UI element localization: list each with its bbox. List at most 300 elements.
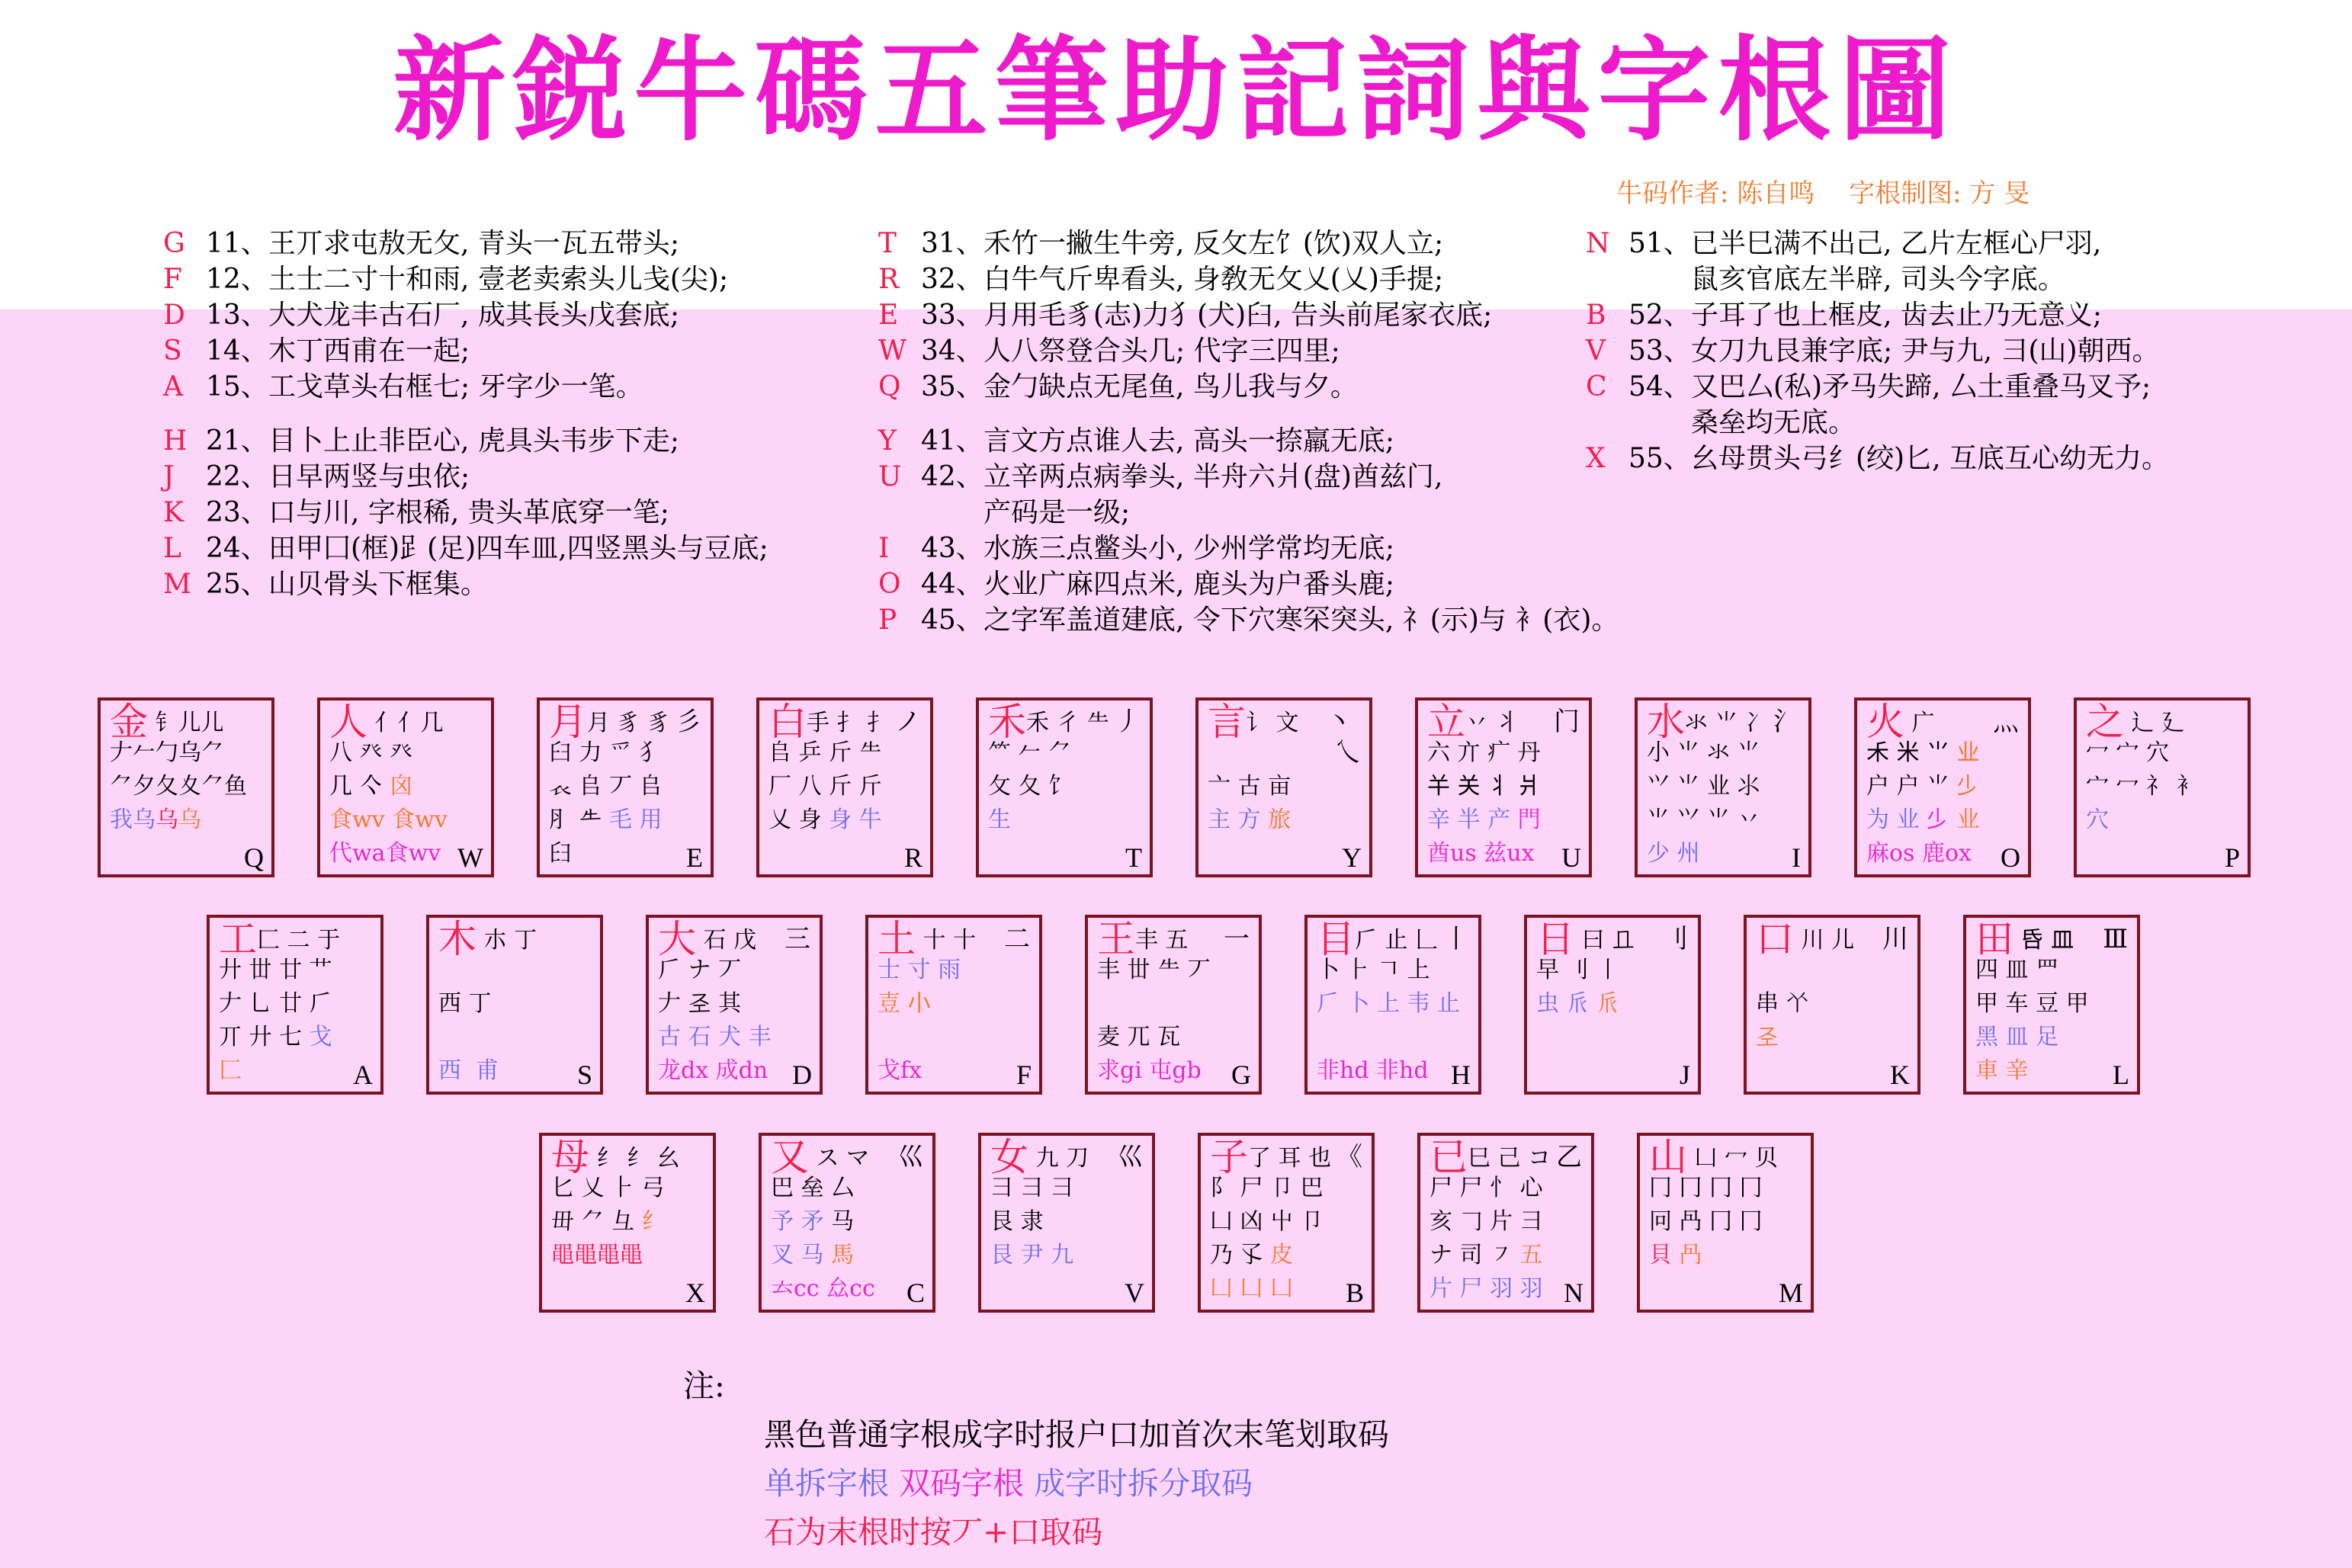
root-glyphs: ⺈夕夂夊⺈鱼 — [110, 773, 247, 800]
key-main-root: 禾 — [988, 700, 1026, 744]
key-letter-label: L — [2113, 1060, 2129, 1090]
stroke-glyph: 刂 — [1663, 924, 1689, 954]
root-glyphs: 貝 — [1649, 1242, 1680, 1268]
key-letter: E — [878, 300, 899, 331]
key-root-row — [771, 1206, 897, 1238]
root-glyphs: 𢀖 — [1756, 1024, 1779, 1050]
mnemonic-line — [163, 226, 768, 261]
root-glyphs: 小 ⺌ 氺 ⺌ — [1647, 739, 1760, 766]
root-glyphs: 𠂆 ナ 丆 — [658, 957, 742, 983]
mnemonic-text: 水族三点鳖头小, 少州学常均无底; — [983, 533, 1395, 564]
stroke-glyph: 巛 — [897, 1142, 923, 1172]
root-glyphs: 冎 — [1679, 1242, 1702, 1268]
root-glyphs: 厂 八 斤 斤 — [768, 773, 882, 800]
mnemonic-line — [1586, 261, 2169, 297]
mnemonic-line — [878, 423, 1619, 459]
key-root-row — [1647, 771, 1773, 803]
mnemonic-text: 山贝骨头下框集。 — [268, 569, 489, 600]
key-root-row — [549, 771, 675, 803]
key-u[interactable] — [1415, 697, 1592, 877]
root-glyphs: 旅 — [1268, 806, 1292, 833]
root-glyphs: 乌 — [133, 806, 156, 833]
key-root-row — [1427, 838, 1554, 870]
root-glyphs: 黑 皿 足 — [1975, 1024, 2059, 1050]
key-root-row — [1866, 771, 1993, 803]
key-root-row — [549, 838, 675, 870]
mnemonic-line — [163, 333, 768, 369]
key-j[interactable] — [1524, 915, 1701, 1095]
root-glyphs: ⺼ 𠂒 — [549, 806, 610, 833]
key-root-row — [988, 700, 1115, 744]
root-glyphs: 古 石 犬 丰 — [658, 1024, 772, 1050]
key-root-row — [551, 1206, 678, 1238]
key-main-root: 白 — [768, 700, 807, 744]
key-o[interactable] — [1854, 697, 2031, 877]
key-root-row — [1866, 838, 1993, 870]
mnemonic-line — [878, 226, 1619, 261]
root-glyphs: 五 — [1519, 1242, 1543, 1268]
key-i[interactable] — [1635, 697, 1811, 877]
key-root-row — [329, 771, 456, 803]
line-gap — [163, 405, 768, 423]
key-w[interactable] — [317, 697, 494, 877]
key-letter-label: T — [1125, 842, 1142, 873]
key-root-row — [1649, 1135, 1778, 1179]
key-main-root: 母 — [551, 1135, 589, 1179]
key-root-row — [1208, 771, 1334, 803]
root-glyphs: ⺌ — [1927, 773, 1957, 800]
root-glyphs: 𥝌 米 ⺌ — [1866, 739, 1957, 766]
mnemonic-text: 女刀九艮兼字底; 尹与九, 彐(山)朝西。 — [1691, 335, 2160, 367]
key-main-root: 女 — [990, 1135, 1028, 1179]
root-glyphs: 彐 彐 彐 — [990, 1175, 1074, 1201]
key-root-row — [988, 771, 1115, 803]
zone-number: 51、 — [1628, 228, 1691, 259]
zone-number: 23、 — [206, 497, 268, 528]
key-a[interactable] — [207, 915, 383, 1095]
root-glyphs: 冖 宀 穴 — [2086, 739, 2170, 766]
mnemonic-line — [878, 297, 1619, 333]
key-root-row — [1647, 737, 1773, 769]
key-main-root: 口 — [1756, 917, 1794, 961]
key-root-row — [1097, 954, 1224, 986]
zone-number: 24、 — [206, 533, 268, 564]
key-root-row — [658, 1055, 785, 1087]
root-glyphs: 串 — [1756, 990, 1786, 1017]
key-f[interactable] — [865, 915, 1042, 1095]
root-glyphs: 皮 — [1270, 1242, 1294, 1268]
key-letter: B — [1586, 300, 1606, 331]
key-k[interactable] — [1744, 915, 1920, 1095]
key-letter: F — [163, 264, 182, 295]
key-h[interactable] — [1304, 915, 1481, 1095]
key-root-row — [1097, 917, 1224, 961]
root-glyphs: 朩 丁 — [476, 927, 537, 954]
key-root-row — [1317, 954, 1443, 986]
key-root-row — [1208, 804, 1334, 836]
key-letter-label: O — [2001, 842, 2020, 873]
mnemonic-line — [878, 369, 1619, 405]
mnemonic-text: 土士二寸十和雨, 壹老卖索头儿戋(尖); — [268, 264, 729, 295]
root-glyphs: 𢆉 关 丬 爿 — [1427, 773, 1541, 800]
mnemonic-line — [163, 531, 768, 566]
mnemonic-line — [163, 495, 768, 531]
key-letter-label: F — [1016, 1060, 1032, 1090]
key-root-row — [1317, 917, 1443, 961]
key-d[interactable] — [646, 915, 823, 1095]
root-glyphs: 𠂇 𢀖 其 — [658, 990, 742, 1017]
root-glyphs: 凵 凶 屮 卩 — [1210, 1208, 1324, 1235]
key-q[interactable] — [98, 697, 274, 877]
key-e[interactable] — [537, 697, 714, 877]
key-root-row — [771, 1239, 897, 1271]
key-root-row — [990, 1135, 1117, 1179]
stroke-glyph: 丿 — [1115, 707, 1141, 737]
key-m[interactable] — [1637, 1133, 1814, 1313]
key-root-row — [1210, 1135, 1336, 1179]
key-t[interactable] — [976, 697, 1153, 877]
key-main-root: 王 — [1097, 917, 1135, 961]
key-root-row — [438, 988, 565, 1020]
key-letter: Y — [878, 425, 897, 457]
legend-line-4 — [683, 1508, 1389, 1557]
mnemonic-line — [878, 531, 1619, 566]
root-glyphs: 纟 — [641, 1208, 665, 1235]
root-glyphs: 了 耳 也 — [1248, 1145, 1332, 1172]
root-glyphs: 川 儿 — [1794, 927, 1855, 954]
root-glyphs: 手 扌 扌 — [807, 710, 890, 736]
zone-number: 11、 — [206, 228, 268, 259]
legend-double: 双码字根 — [899, 1465, 1025, 1502]
stroke-glyph: Ⅲ — [2103, 924, 2128, 954]
key-root-row — [768, 700, 895, 744]
root-glyphs: 我 — [110, 806, 133, 833]
key-letter-label: S — [576, 1060, 592, 1090]
key-main-root: 田 — [1975, 917, 2013, 961]
root-glyphs: 广 — [1904, 710, 1935, 736]
stroke-glyph: 川 — [1882, 924, 1908, 954]
stroke-glyph: 乙 — [1556, 1142, 1582, 1172]
key-root-row — [2086, 700, 2212, 744]
key-letter-label: X — [685, 1278, 705, 1308]
key-b[interactable] — [1198, 1133, 1375, 1313]
key-letter: S — [163, 335, 182, 367]
key-root-row — [219, 988, 345, 1020]
key-root-row — [329, 737, 456, 769]
legend-line-2 — [683, 1410, 1389, 1459]
root-glyphs: 方 — [1237, 806, 1269, 833]
zone-number: 31、 — [921, 228, 983, 259]
key-root-row — [549, 737, 675, 769]
root-glyphs: 为 业 — [1866, 806, 1927, 833]
root-glyphs: 食wv 食wv — [329, 806, 448, 833]
zone-number: 42、 — [921, 461, 983, 492]
key-root-row — [990, 1206, 1117, 1238]
root-glyphs: 主 — [1208, 806, 1238, 833]
key-root-row — [549, 700, 675, 744]
zone-number: 33、 — [921, 300, 983, 331]
root-glyphs: 馬 — [831, 1242, 855, 1268]
root-glyphs: 丌 廾 七 — [219, 1024, 310, 1050]
zone-number: 13、 — [206, 300, 268, 331]
mnemonic-line — [163, 566, 768, 602]
key-main-root: 又 — [771, 1135, 809, 1179]
key-root-row — [1210, 1206, 1336, 1238]
root-glyphs: 四 皿 罒 — [1975, 957, 2059, 983]
key-root-row — [1975, 1021, 2102, 1053]
key-root-row — [1647, 838, 1773, 870]
key-letter: M — [163, 569, 191, 600]
key-root-row — [110, 700, 236, 744]
zone-number: 15、 — [206, 371, 268, 402]
zone-number: 35、 — [921, 371, 983, 402]
root-glyphs: 叉 马 — [771, 1242, 832, 1268]
mnemonic-text: 子耳了也上框皮, 齿去止乃无意义; — [1691, 300, 2103, 331]
key-root-row — [878, 1055, 1004, 1087]
root-glyphs: 马 — [831, 1208, 855, 1235]
key-root-row — [990, 1239, 1117, 1271]
key-letter: U — [878, 461, 902, 492]
key-root-row — [1429, 1239, 1556, 1271]
key-main-root: 山 — [1649, 1135, 1687, 1179]
key-letter: H — [163, 425, 188, 457]
zone-number: 55、 — [1628, 443, 1691, 474]
key-root-row — [1975, 1055, 2102, 1087]
key-root-row — [1536, 917, 1663, 961]
stroke-glyph: 丶 乀 — [1326, 707, 1360, 768]
stroke-glyph: 氵 — [1773, 707, 1799, 737]
root-glyphs: 少 州 — [1647, 840, 1700, 867]
key-y[interactable] — [1195, 697, 1372, 877]
root-glyphs: 乌 — [178, 806, 201, 833]
root-glyphs: ⺍ ⺌ 业 ⺢ — [1647, 773, 1760, 800]
key-c[interactable] — [759, 1133, 935, 1313]
stroke-glyph: 一 — [1224, 924, 1250, 954]
root-glyphs: 片 尸 羽 羽 — [1429, 1275, 1543, 1302]
root-glyphs: 門 — [1517, 806, 1541, 833]
key-root-row — [1427, 804, 1554, 836]
key-letter: V — [1586, 335, 1606, 367]
key-root-row — [329, 700, 456, 744]
mnemonic-text: 金勹缺点无尾鱼, 鸟儿我与夕。 — [983, 371, 1358, 402]
root-glyphs: 車 𨐌 — [1975, 1057, 2029, 1084]
key-root-row — [1866, 804, 1993, 836]
key-letter-label: Q — [244, 842, 264, 873]
mnemonic-text: 目卜上止非臣心, 虎具头韦步下走; — [268, 425, 680, 457]
key-letter: G — [163, 228, 185, 259]
mnemonic-text: 言文方点谁人去, 高头一捺羸无底; — [983, 425, 1395, 457]
mnemonic-text: 白牛气斤卑看头, 身敎无攵乂(乂)手提; — [983, 264, 1444, 295]
root-glyphs: 生 — [988, 806, 1011, 833]
page-title: 新鋭牛碼五筆助記詞與字根圖 — [393, 24, 1959, 156]
key-root-row — [438, 917, 565, 961]
mnemonic-line — [163, 369, 768, 405]
root-glyphs: 𧘇 𠂤 丆 𠂤 — [549, 773, 663, 800]
root-glyphs: 亥 𠃌 片 彐 — [1429, 1208, 1543, 1235]
mnemonic-text: 王丌求屯敖无攵, 青头一瓦五带头; — [268, 228, 680, 259]
root-glyphs: 臼 力 爫 犭 — [549, 739, 663, 766]
mnemonic-text: 木丁西甫在一起; — [268, 335, 470, 367]
mnemonic-line — [878, 261, 1619, 297]
root-glyphs: 讠 文 — [1246, 710, 1299, 736]
key-r[interactable] — [756, 697, 933, 877]
root-glyphs: 丰 丗 ⺧ 丆 — [1097, 957, 1211, 983]
key-letter-label: P — [2224, 842, 2240, 873]
key-root-row — [329, 804, 456, 836]
mnemonic-line — [878, 459, 1619, 495]
key-root-row — [1210, 1273, 1336, 1305]
root-glyphs: 攵 夂 饣 — [988, 773, 1072, 800]
root-glyphs: 求gi 屯gb — [1097, 1057, 1202, 1084]
key-n[interactable] — [1417, 1133, 1594, 1313]
root-glyphs: 乂 身 — [768, 806, 829, 833]
key-root-row — [110, 771, 247, 803]
key-root-row — [1097, 1021, 1224, 1053]
key-root-row — [771, 1273, 897, 1305]
key-root-row — [1427, 700, 1554, 744]
key-letter-label: N — [1564, 1278, 1584, 1308]
root-glyphs: 𠂢 — [1596, 990, 1620, 1017]
key-root-row — [658, 954, 785, 986]
key-root-row — [1317, 988, 1461, 1020]
key-letter: L — [163, 533, 181, 564]
root-glyphs: 巳 己 コ — [1468, 1145, 1551, 1172]
key-root-row — [1536, 988, 1663, 1020]
root-glyphs: 西 甫 — [438, 1057, 499, 1084]
mnemonic-text: 人八祭登合头几; 代字三四里; — [983, 335, 1340, 367]
root-glyphs: 𦥑 — [549, 840, 572, 867]
key-l[interactable] — [1963, 915, 2140, 1095]
key-root-row — [1429, 1135, 1556, 1179]
key-letter-label: Y — [1342, 842, 1362, 873]
key-main-root: 月 — [549, 700, 587, 744]
key-root-row — [1647, 700, 1773, 744]
root-glyphs: 麦 兀 瓦 — [1097, 1024, 1181, 1050]
key-main-root: 土 — [878, 917, 916, 961]
key-root-row — [110, 804, 236, 836]
key-letter-label: J — [1679, 1060, 1690, 1090]
mnemonic-column-3 — [1586, 226, 2169, 476]
root-glyphs: 冂 冂 冂 冂 — [1649, 1175, 1763, 1201]
root-glyphs: 丷 丬 — [1465, 710, 1519, 736]
root-glyphs: 业 — [1956, 806, 1980, 833]
legend-single: 单拆字根 — [764, 1465, 889, 1502]
key-main-root: 之 — [2086, 700, 2124, 744]
key-letter: J — [163, 461, 175, 492]
key-root-row — [1427, 737, 1554, 769]
root-glyphs: 𠫓cc 厽cc — [771, 1275, 875, 1302]
key-main-root: 大 — [658, 917, 696, 961]
stroke-glyph: 二 — [1004, 924, 1030, 954]
key-root-row — [1536, 954, 1663, 986]
key-letter: P — [878, 604, 897, 636]
key-root-row — [1649, 1206, 1776, 1238]
key-root-row — [2086, 804, 2212, 836]
stroke-glyph: 三 — [785, 924, 810, 954]
key-root-row — [988, 804, 1115, 836]
key-letter: N — [1586, 228, 1610, 259]
mnemonic-line — [1586, 333, 2169, 369]
zone-number: 54、 — [1628, 371, 1691, 402]
root-glyphs: ナ 司 ㇇ — [1429, 1242, 1520, 1268]
key-letter-label: W — [457, 842, 483, 873]
key-root-row — [110, 737, 236, 769]
key-letter: D — [163, 300, 185, 331]
root-glyphs: 𠁥 — [1786, 990, 1809, 1017]
root-glyphs: 予 矛 — [771, 1208, 832, 1235]
root-glyphs: 穴 — [2086, 806, 2109, 833]
key-p[interactable] — [2074, 697, 2251, 877]
key-root-row — [771, 1135, 897, 1179]
root-glyphs: 乌 — [156, 806, 178, 833]
key-root-row — [878, 917, 1004, 961]
root-glyphs: 石 戊 — [696, 927, 757, 954]
key-root-row — [1649, 1172, 1776, 1204]
root-glyphs: 八 癶 癶 — [329, 739, 413, 766]
root-glyphs: 毛 用 — [609, 806, 663, 833]
root-glyphs: 身 牛 — [829, 806, 882, 833]
root-glyphs: 龙dx 成dn — [658, 1057, 768, 1084]
key-root-row — [1866, 737, 1993, 769]
mnemonic-text: 立辛两点病拳头, 半舟六爿(盘)酋兹门, — [983, 461, 1443, 492]
root-glyphs: 士 寸 雨 — [878, 957, 961, 983]
legend-split: 成字时拆分取码 — [1034, 1465, 1253, 1502]
legend-black-roots: 黑色普通字根成字时报户口加首次末笔划取码 — [764, 1416, 1389, 1453]
key-letter-label: E — [686, 842, 703, 873]
mnemonic-text: 工戈草头右框七; 牙字少一笔。 — [268, 371, 643, 402]
key-root-row — [990, 1172, 1117, 1204]
key-g[interactable] — [1085, 915, 1262, 1095]
zone-number: 21、 — [206, 425, 268, 457]
legend-notes — [683, 1361, 1389, 1557]
root-glyphs — [900, 990, 908, 1017]
root-glyphs: 早 刂 丨 — [1536, 957, 1620, 983]
key-v[interactable] — [978, 1133, 1155, 1313]
root-glyphs: 毌 ⺈ 彑 — [551, 1208, 642, 1235]
root-glyphs: 月 豸 豸 — [587, 710, 671, 736]
zone-number: 14、 — [206, 335, 268, 367]
mnemonic-line — [878, 333, 1619, 369]
root-glyphs: 酋us 兹ux — [1427, 840, 1535, 867]
key-main-root: 子 — [1210, 1135, 1248, 1179]
key-main-root: 金 — [110, 700, 148, 744]
key-letter-label: V — [1125, 1278, 1144, 1308]
mnemonic-text: 日早两竖与虫依; — [268, 461, 470, 492]
key-root-row — [1429, 1206, 1556, 1238]
key-letter: I — [878, 533, 890, 564]
mnemonic-line — [878, 602, 1619, 638]
root-glyphs: 𡭔 — [907, 990, 931, 1017]
mnemonic-text: 口与川, 字根稀, 贵头革底穿一笔; — [268, 497, 669, 528]
line-gap — [878, 405, 1619, 423]
key-letter: C — [1586, 371, 1607, 402]
stroke-glyph: ノ — [895, 707, 921, 737]
key-s[interactable] — [426, 915, 603, 1095]
root-glyphs: 冋 冎 冂 冂 — [1649, 1208, 1763, 1235]
mnemonic-line — [1586, 369, 2169, 405]
key-root-row — [1210, 1172, 1336, 1204]
key-x[interactable] — [539, 1133, 716, 1313]
key-root-row — [549, 804, 675, 836]
root-glyphs: 廾 丗 廿 艹 — [219, 957, 332, 983]
key-root-row — [2086, 737, 2212, 769]
key-letter-label: I — [1792, 842, 1801, 873]
stroke-glyph: 丨 — [1443, 924, 1469, 954]
root-glyphs: 西 丁 — [438, 990, 492, 1017]
root-glyphs: 𣥂 — [1927, 806, 1957, 833]
mnemonic-line — [163, 297, 768, 333]
root-glyphs: 匚 — [219, 1057, 242, 1084]
